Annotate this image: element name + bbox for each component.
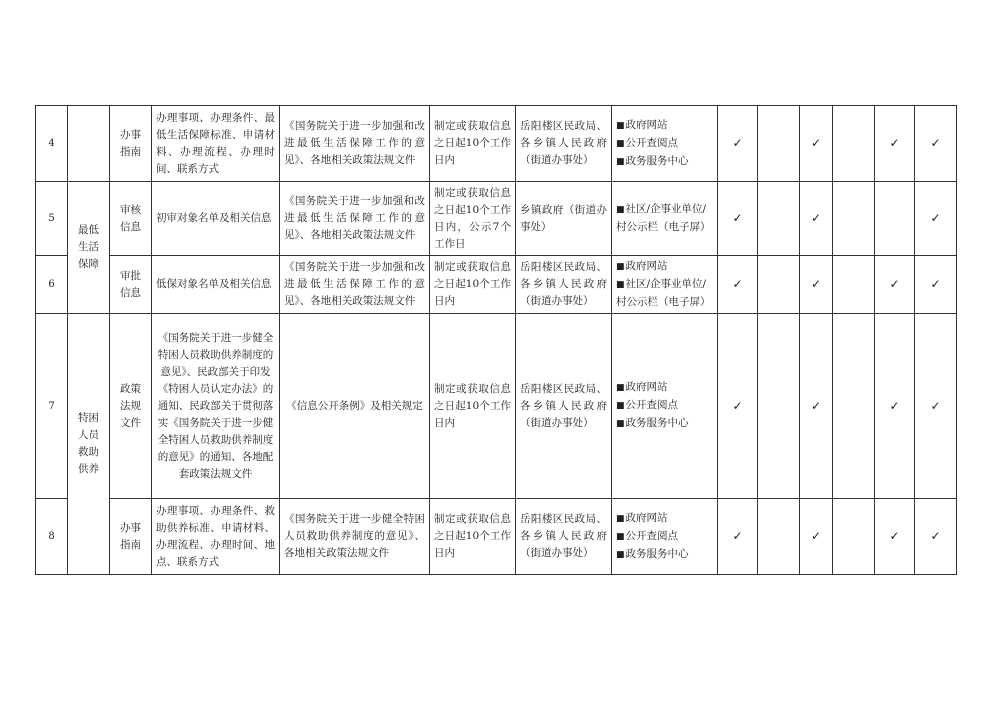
square-bullet-icon: ■ (616, 156, 625, 167)
check-cell: ✓ (875, 499, 915, 575)
basis-cell: 《信息公开条例》及相关规定 (280, 314, 430, 499)
check-cell: ✓ (800, 106, 833, 182)
check-cell: ✓ (800, 256, 833, 314)
row-number: 4 (36, 106, 68, 182)
time-limit-cell: 制定或获取信息之日起10个工作日内 (430, 314, 516, 499)
check-cell: ✓ (718, 106, 758, 182)
row-number: 7 (36, 314, 68, 499)
check-cell: ✓ (718, 314, 758, 499)
category-cell: 最低 生活 保障 (68, 182, 110, 314)
channels-cell (612, 182, 718, 256)
channel-item: ■政府网站 (616, 381, 668, 393)
content-cell: 《国务院关于进一步健全特困人员救助供养制度的意见》、民政部关于印发《特困人员认定办法》的通知、民政部关于贯彻落实《国务院关于进一步健全特困人员救助供养制度的意见》的通知、各地配套政策法规文件 (152, 314, 280, 499)
check-cell (833, 106, 875, 182)
subcategory-cell: 审核 信息 (110, 182, 152, 256)
row-number: 8 (36, 499, 68, 575)
check-cell: ✓ (718, 499, 758, 575)
content-cell: 办理事项、办理条件、救助供养标准、申请材料、办理流程、办理时间、地点、联系方式 (152, 499, 280, 575)
subcategory-cell: 政策 法规 文件 (110, 314, 152, 499)
check-cell: ✓ (800, 182, 833, 256)
basis-cell: 《国务院关于进一步加强和改进最低生活保障工作的意见》、各地相关政策法规文件 (280, 182, 430, 256)
row-number: 5 (36, 182, 68, 256)
square-bullet-icon: ■ (616, 549, 625, 560)
channel-item: ■政府网站 (616, 260, 668, 272)
subcategory-cell: 办事 指南 (110, 499, 152, 575)
subject-cell: 乡镇政府（街道办事处） (516, 182, 612, 256)
channel-item: ■公开查阅点 (616, 136, 679, 149)
check-cell (758, 182, 800, 256)
channel-item: ■公开查阅点 (616, 529, 679, 542)
check-cell: ✓ (718, 182, 758, 256)
channels-cell (612, 256, 718, 314)
subject-cell: 岳阳楼区民政局、各乡镇人民政府（街道办事处） (516, 499, 612, 575)
channel-item: ■政府网站 (616, 511, 668, 524)
time-limit-cell: 制定或获取信息之日起10个工作日内 (430, 256, 516, 314)
subcategory-cell: 办事 指南 (110, 106, 152, 182)
disclosure-table (35, 105, 957, 575)
square-bullet-icon: ■ (616, 401, 625, 411)
check-cell (875, 182, 915, 256)
time-limit-cell: 制定或获取信息之日起10个工作日内，公示7个工作日 (430, 182, 516, 256)
square-bullet-icon: ■ (616, 531, 625, 542)
check-cell: ✓ (800, 499, 833, 575)
square-bullet-icon: ■ (616, 419, 625, 429)
table-row (36, 106, 957, 182)
channel-item: ■政府网站 (616, 118, 668, 131)
table-row (36, 182, 957, 256)
check-cell (833, 499, 875, 575)
row-number: 6 (36, 256, 68, 314)
check-cell: ✓ (718, 256, 758, 314)
check-cell (833, 256, 875, 314)
check-cell: ✓ (915, 182, 957, 256)
table-row (36, 256, 957, 314)
category-cell (68, 106, 110, 182)
channel-item: ■社区/企事业单位/村公示栏（电子屏） (616, 278, 711, 308)
square-bullet-icon: ■ (616, 120, 625, 131)
check-cell (758, 106, 800, 182)
time-limit-cell: 制定或获取信息之日起10个工作日内 (430, 106, 516, 182)
check-cell: ✓ (875, 314, 915, 499)
check-cell (758, 314, 800, 499)
channels-cell (612, 314, 718, 499)
channel-item: ■政务服务中心 (616, 417, 689, 429)
channel-item: ■政务服务中心 (616, 547, 689, 560)
check-cell: ✓ (915, 499, 957, 575)
channel-item: ■社区/企事业单位/村公示栏（电子屏） (616, 203, 711, 233)
check-cell (833, 314, 875, 499)
subject-cell: 岳阳楼区民政局、各乡镇人民政府（街道办事处） (516, 256, 612, 314)
time-limit-cell: 制定或获取信息之日起10个工作日内 (430, 499, 516, 575)
check-cell: ✓ (915, 106, 957, 182)
subject-cell: 岳阳楼区民政局、各乡镇人民政府（街道办事处） (516, 314, 612, 499)
square-bullet-icon: ■ (616, 280, 625, 290)
basis-cell: 《国务院关于进一步健全特困人员救助供养制度的意见》、各地相关政策法规文件 (280, 499, 430, 575)
table-row (36, 499, 957, 575)
check-cell (833, 182, 875, 256)
check-cell (758, 499, 800, 575)
basis-cell: 《国务院关于进一步加强和改进最低生活保障工作的意见》、各地相关政策法规文件 (280, 256, 430, 314)
check-cell (758, 256, 800, 314)
square-bullet-icon: ■ (616, 205, 625, 215)
square-bullet-icon: ■ (616, 383, 625, 393)
subcategory-cell: 审批 信息 (110, 256, 152, 314)
channel-item: ■公开查阅点 (616, 399, 679, 411)
content-cell: 办理事项、办理条件、最低生活保障标准、申请材料、办理流程、办理时间、联系方式 (152, 106, 280, 182)
check-cell: ✓ (915, 314, 957, 499)
square-bullet-icon: ■ (616, 138, 625, 149)
table-row (36, 314, 957, 499)
check-cell: ✓ (875, 256, 915, 314)
basis-cell: 《国务院关于进一步加强和改进最低生活保障工作的意见》、各地相关政策法规文件 (280, 106, 430, 182)
channels-cell (612, 106, 718, 182)
channel-item: ■政务服务中心 (616, 154, 689, 167)
category-cell: 特困 人员 救助 供养 (68, 314, 110, 575)
content-cell: 低保对象名单及相关信息 (152, 256, 280, 314)
square-bullet-icon: ■ (616, 513, 625, 524)
check-cell: ✓ (915, 256, 957, 314)
channels-cell (612, 499, 718, 575)
square-bullet-icon: ■ (616, 262, 625, 272)
check-cell: ✓ (875, 106, 915, 182)
subject-cell: 岳阳楼区民政局、各乡镇人民政府（街道办事处） (516, 106, 612, 182)
content-cell: 初审对象名单及相关信息 (152, 182, 280, 256)
check-cell: ✓ (800, 314, 833, 499)
